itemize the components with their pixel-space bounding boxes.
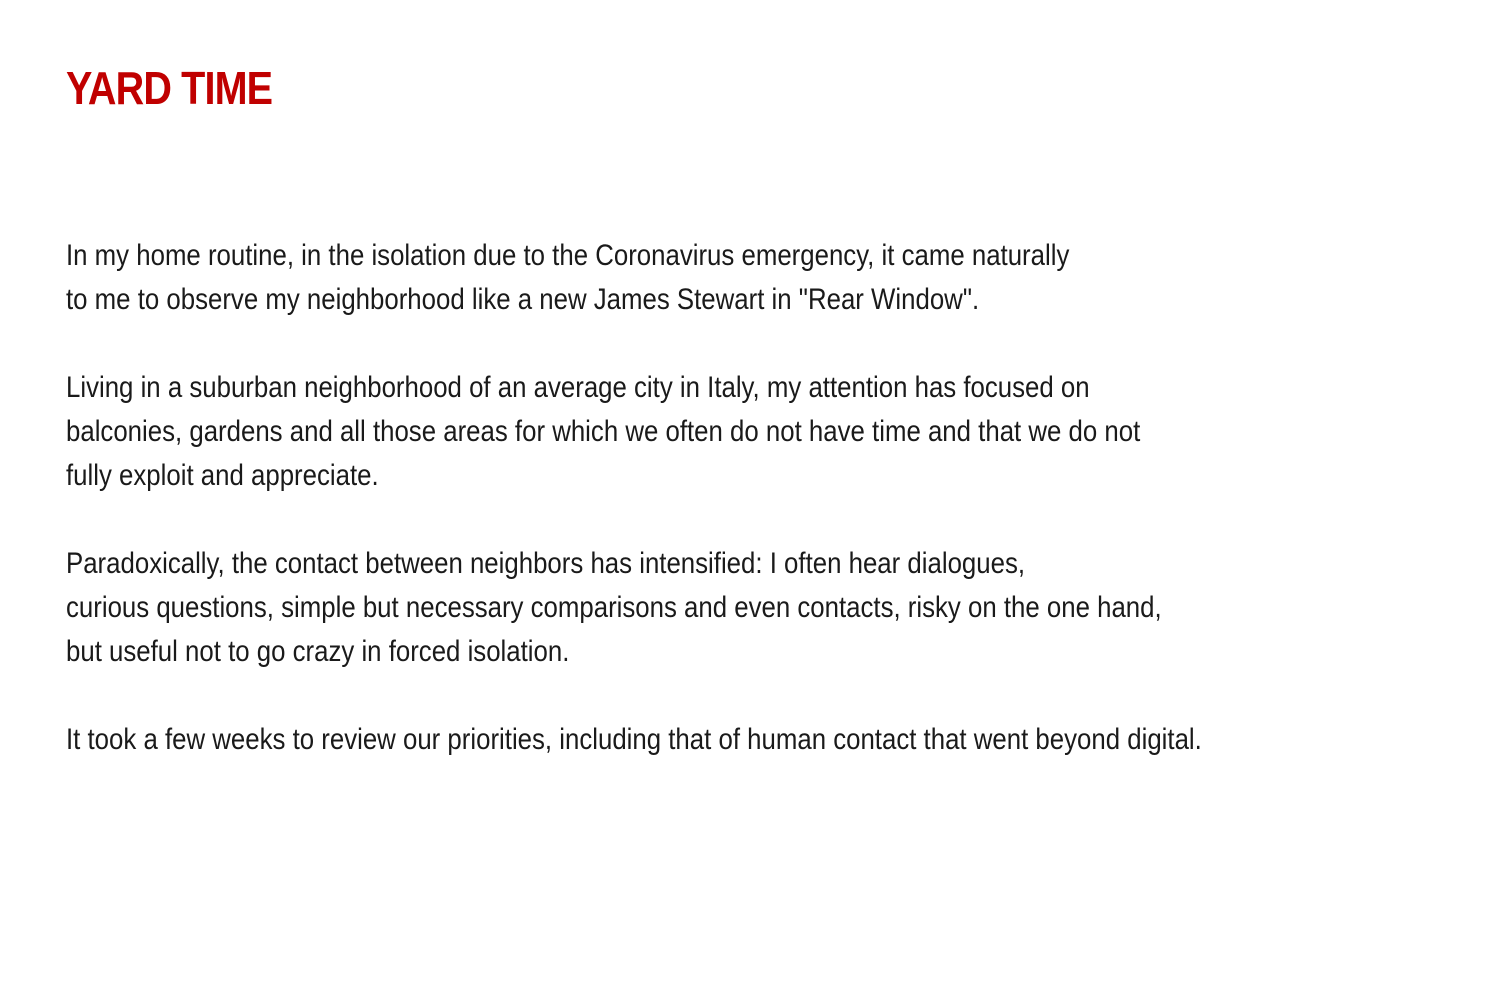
document-body xyxy=(66,234,1486,806)
paragraph-line: It took a few weeks to review our priorities, including that of human contact that went beyond digital. xyxy=(66,723,1202,756)
paragraph-line: but useful not to go crazy in forced isolation. xyxy=(66,635,570,668)
paragraph-3 xyxy=(66,542,1486,674)
paragraph-line: Living in a suburban neighborhood of an average city in Italy, my attention has focused on xyxy=(66,371,1090,404)
paragraph-line: Paradoxically, the contact between neighbors has intensified: I often hear dialogues, xyxy=(66,547,1026,580)
paragraph-4 xyxy=(66,718,1486,762)
paragraph-2 xyxy=(66,366,1486,498)
paragraph-line: In my home routine, in the isolation due to the Coronavirus emergency, it came naturally xyxy=(66,239,1070,272)
paragraph-1 xyxy=(66,234,1486,322)
paragraph-line: curious questions, simple but necessary comparisons and even contacts, risky on the one hand, xyxy=(66,591,1162,624)
document-title: YARD TIME xyxy=(66,62,273,114)
paragraph-line: balconies, gardens and all those areas for which we often do not have time and that we do not xyxy=(66,415,1141,448)
paragraph-line: to me to observe my neighborhood like a new James Stewart in "Rear Window". xyxy=(66,283,980,316)
paragraph-line: fully exploit and appreciate. xyxy=(66,459,379,492)
